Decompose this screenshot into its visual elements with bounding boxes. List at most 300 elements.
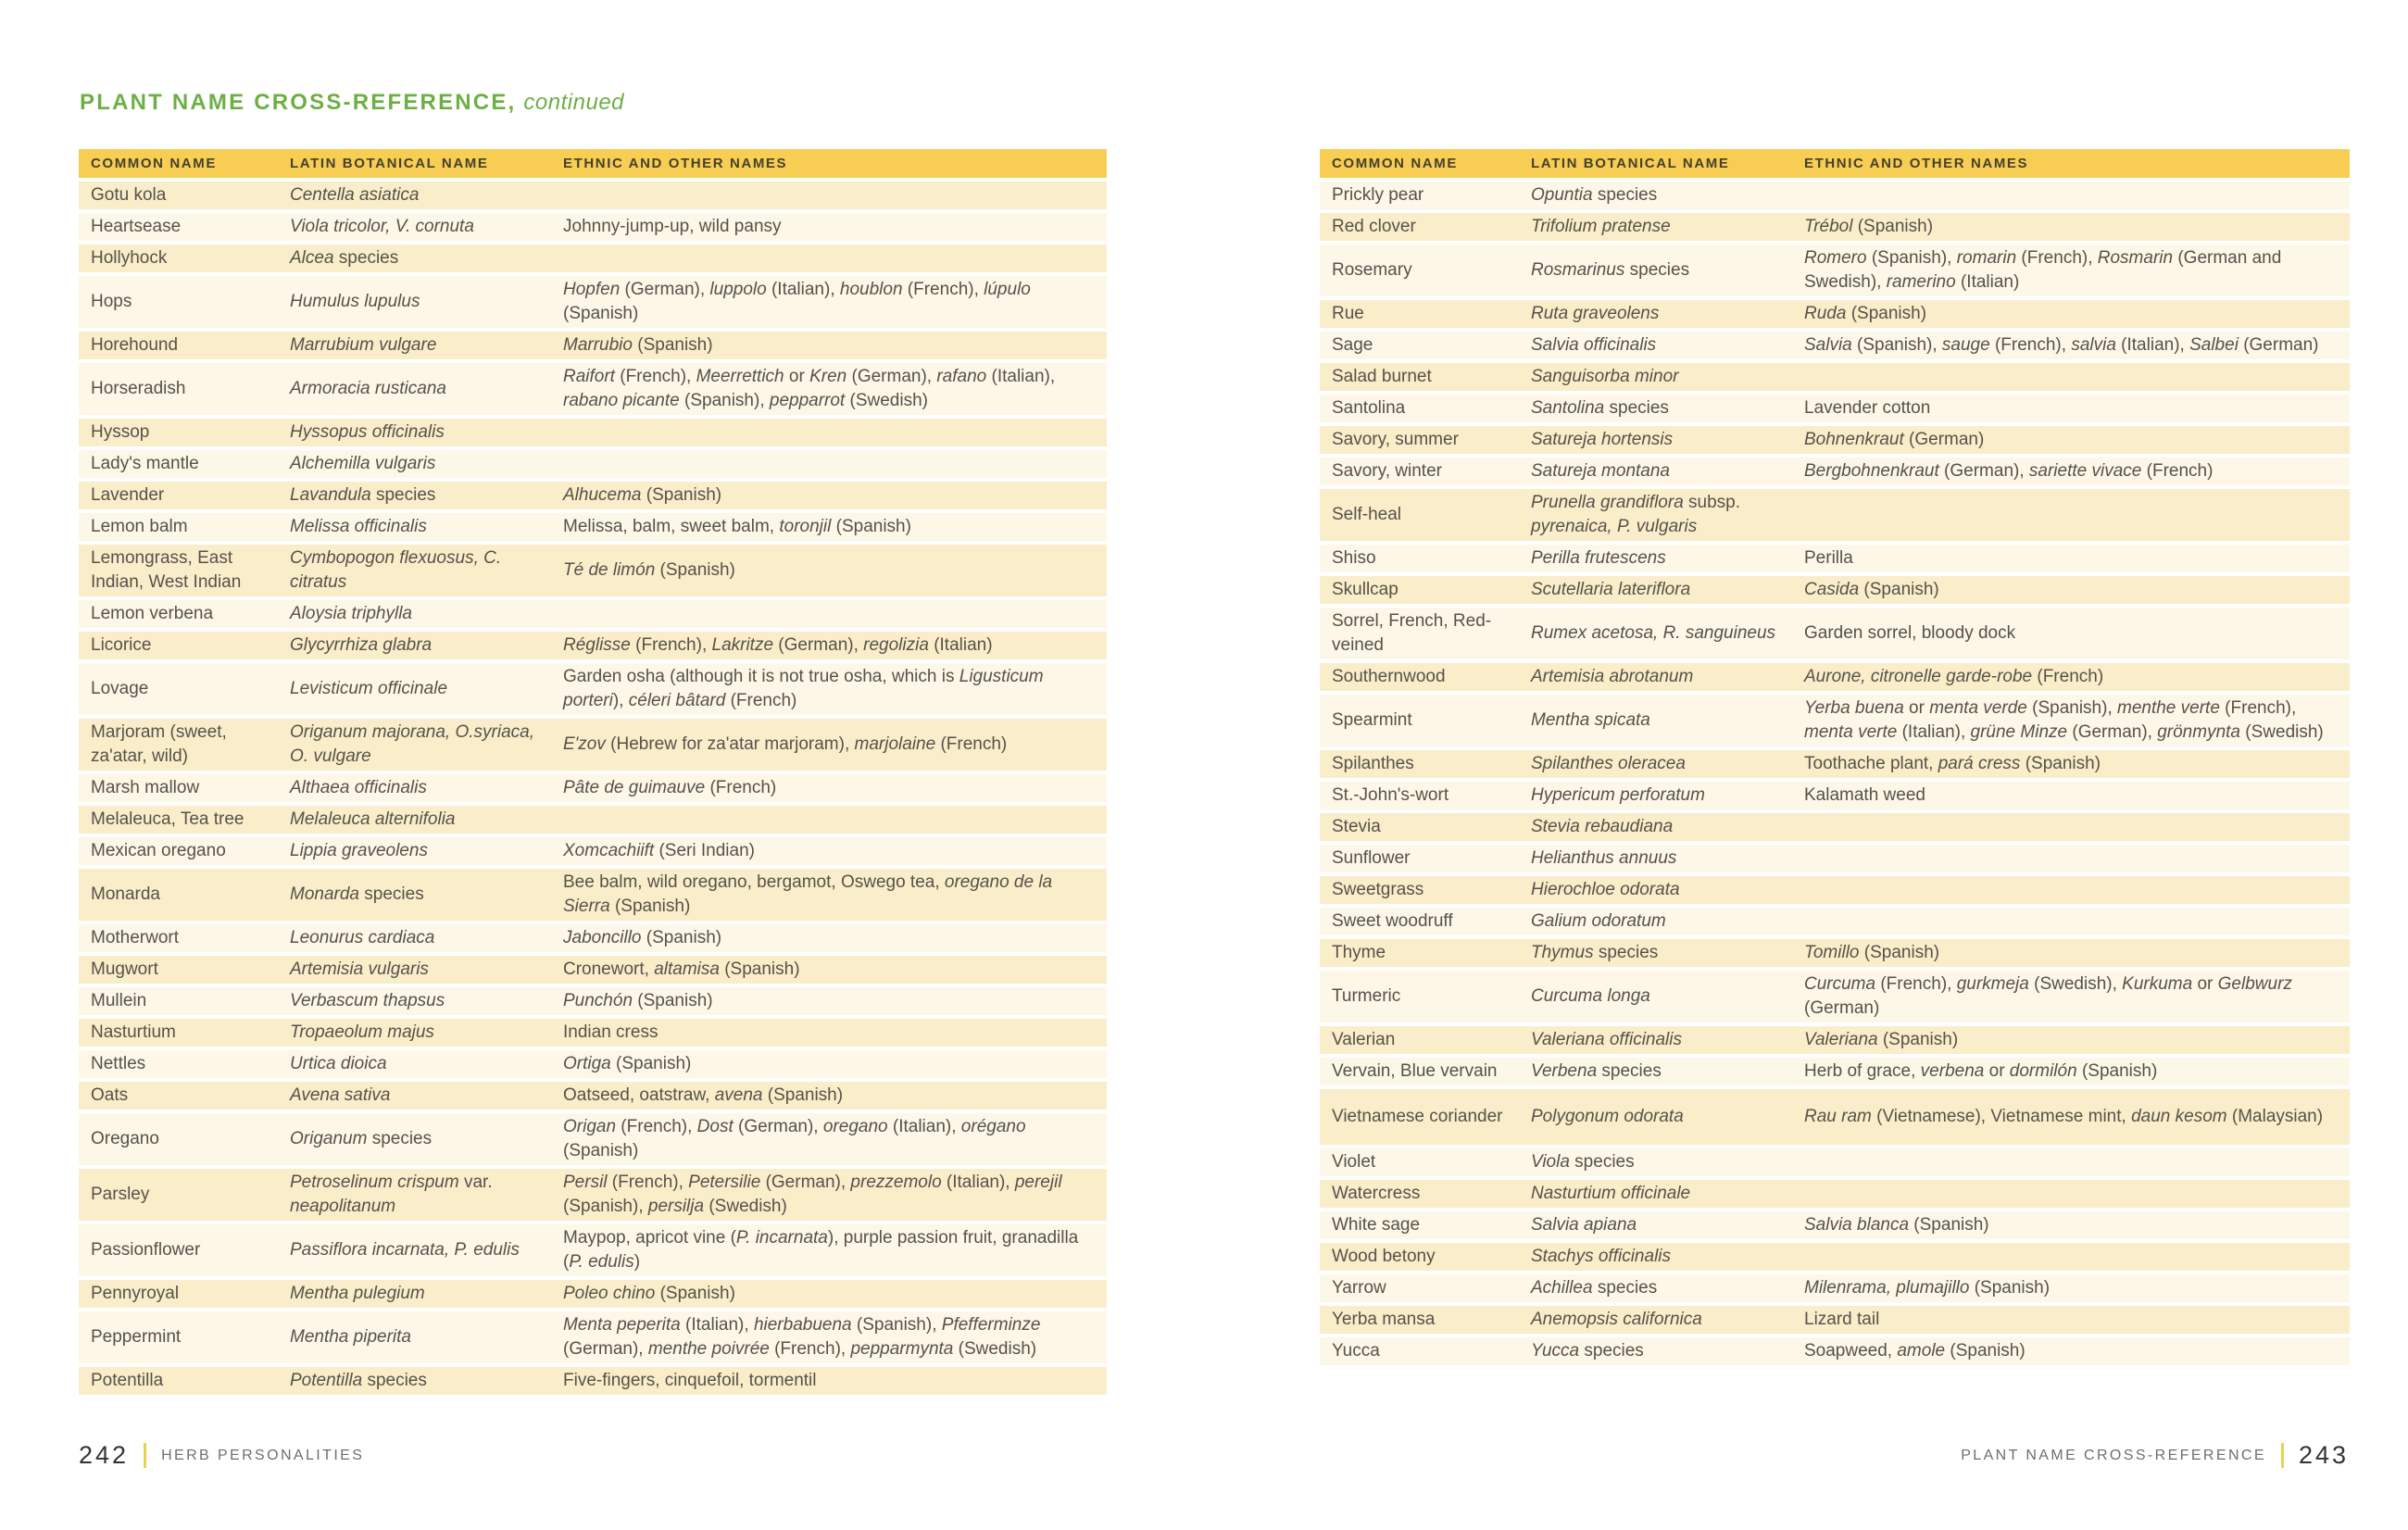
common-name-cell: Self-heal	[1332, 505, 1401, 524]
italic-name-text: Ligusticum porteri	[563, 667, 1044, 710]
common-name-cell: Gotu kola	[91, 185, 167, 205]
italic-name-text: Meerrettich	[696, 367, 784, 386]
italic-name-text: Artemisia vulgaris	[290, 959, 429, 979]
plain-text: (French)	[705, 778, 777, 797]
footer-left	[79, 1441, 364, 1470]
italic-name-text: pyrenaica, P. vulgaris	[1531, 517, 1698, 536]
ethnic-names-cell	[1804, 215, 2350, 239]
italic-name-text: Spilanthes oleracea	[1531, 754, 1686, 773]
ethnic-names-cell	[1804, 333, 2350, 357]
italic-name-text: Opuntia	[1531, 185, 1593, 205]
latin-name-cell	[290, 483, 563, 508]
italic-name-text: Urtica dioica	[290, 1054, 387, 1073]
table-row	[79, 837, 1107, 865]
italic-name-text: Hierochloe odorata	[1531, 880, 1680, 899]
table-row	[79, 806, 1107, 834]
italic-name-text: sariette vivace	[2028, 461, 2142, 481]
column-header: ETHNIC AND OTHER NAMES	[1804, 156, 2029, 171]
latin-name-cell	[1531, 941, 1804, 965]
plain-text: (French)	[935, 734, 1008, 754]
italic-name-text: pepparrot	[769, 391, 846, 410]
italic-name-text: Armoracia rusticana	[290, 379, 446, 398]
italic-name-text: rafano	[936, 367, 987, 386]
italic-name-text: toronjil	[779, 517, 832, 536]
plain-text: Maypop, apricot vine (	[563, 1228, 736, 1248]
common-name-cell: Pennyroyal	[91, 1284, 180, 1303]
common-name-cell: Salad burnet	[1332, 367, 1432, 386]
table-row	[1320, 489, 2350, 541]
plain-text: (Italian),	[2115, 335, 2190, 355]
italic-name-text: Ruda	[1804, 304, 1847, 323]
common-name-cell: Mugwort	[91, 959, 158, 979]
plain-text: (Spanish)	[831, 517, 911, 536]
italic-name-text: Monarda	[290, 884, 359, 904]
common-name-cell: Sage	[1332, 335, 1373, 355]
plant-table-left-page	[79, 149, 1107, 1398]
italic-name-text: E'zov	[563, 734, 606, 754]
ethnic-names-cell	[1804, 1276, 2350, 1300]
table-row	[1320, 1058, 2350, 1085]
plain-text: Lizard tail	[1804, 1310, 1880, 1329]
plain-text: species	[359, 884, 424, 904]
plain-text: species	[1579, 1341, 1644, 1361]
common-name-cell: Yucca	[1332, 1341, 1380, 1361]
plain-text: species	[1624, 260, 1690, 280]
italic-name-text: salvia	[2071, 335, 2116, 355]
common-name-cell: Mullein	[91, 991, 147, 1010]
italic-name-text: Ortiga	[563, 1054, 611, 1073]
italic-name-text: menthe poivrée	[647, 1339, 770, 1359]
italic-name-text: P. incarnata	[735, 1228, 828, 1248]
plain-text: (French),	[2219, 698, 2297, 718]
table-row	[1320, 1337, 2350, 1365]
italic-name-text: Valeriana officinalis	[1531, 1030, 1682, 1049]
table-row	[1320, 300, 2350, 328]
common-name-cell: Oregano	[91, 1129, 159, 1148]
table-row	[1320, 750, 2350, 778]
italic-name-text: Trébol	[1804, 217, 1853, 236]
plain-text: (Swedish)	[953, 1339, 1037, 1359]
table-row	[79, 869, 1107, 921]
ethnic-names-cell	[1804, 246, 2350, 295]
plain-text: (German),	[733, 1117, 823, 1136]
ethnic-names-cell	[1804, 941, 2350, 965]
italic-name-text: Humulus lupulus	[290, 292, 420, 311]
table-row	[79, 419, 1107, 446]
plain-text: (Spanish)	[655, 560, 735, 580]
plain-text: (Spanish)	[1877, 1030, 1959, 1049]
italic-name-text: Xomcachiift	[563, 841, 655, 860]
plain-text: (French)	[2141, 461, 2214, 481]
italic-name-text: Tropaeolum majus	[290, 1022, 434, 1042]
italic-name-text: Pâte de guimauve	[563, 778, 706, 797]
table-row	[1320, 426, 2350, 454]
plain-text: (Italian),	[680, 1315, 754, 1335]
common-name-cell: Turmeric	[1332, 986, 1401, 1006]
plain-text: (Spanish)	[563, 304, 639, 323]
italic-name-text: gurkmeja	[1956, 974, 2029, 994]
plain-text: (Italian),	[941, 1173, 1015, 1192]
latin-name-cell	[1531, 1339, 1804, 1363]
common-name-cell: Monarda	[91, 884, 160, 904]
italic-name-text: Melissa officinalis	[290, 517, 427, 536]
latin-name-cell	[1531, 621, 1804, 646]
table-row	[1320, 213, 2350, 241]
common-name-cell: Licorice	[91, 635, 152, 655]
plain-text: (German),	[620, 280, 710, 299]
latin-name-cell	[290, 721, 563, 769]
plain-text: Bee balm, wild oregano, bergamot, Oswego tea,	[563, 872, 945, 892]
plain-text: Indian cress	[563, 1022, 658, 1042]
italic-name-text: Romero	[1804, 248, 1867, 268]
common-name-cell: Lavender	[91, 485, 165, 505]
plain-text: (Spanish)	[1909, 1215, 1989, 1235]
latin-name-cell	[1531, 258, 1804, 282]
column-header: ETHNIC AND OTHER NAMES	[563, 156, 788, 171]
italic-name-text: Althaea officinalis	[290, 778, 427, 797]
table-row	[1320, 1274, 2350, 1302]
plain-text: (Spanish)	[1945, 1341, 2025, 1361]
latin-name-cell	[290, 183, 563, 207]
italic-name-text: Yerba buena	[1804, 698, 1904, 718]
common-name-cell: Mexican oregano	[91, 841, 226, 860]
italic-name-text: grönmynta	[2157, 722, 2240, 742]
latin-name-cell	[290, 290, 563, 314]
italic-name-text: Dost	[696, 1117, 734, 1136]
plain-text: Kalamath weed	[1804, 785, 1925, 805]
plain-text: or	[1984, 1061, 2010, 1081]
table-header-row	[79, 149, 1107, 178]
latin-name-cell	[1531, 1150, 1804, 1174]
latin-name-cell	[290, 1052, 563, 1076]
common-name-cell: Lemon balm	[91, 517, 188, 536]
latin-name-cell	[1531, 215, 1804, 239]
table-row	[79, 987, 1107, 1015]
plain-text: (German),	[760, 1173, 851, 1192]
common-name-cell: Rue	[1332, 304, 1364, 323]
table-row	[79, 1082, 1107, 1110]
plain-text: (German and Swedish),	[1804, 248, 2282, 292]
plain-text: (Vietnamese), Vietnamese mint,	[1871, 1107, 2132, 1126]
italic-name-text: sauge	[1941, 335, 1990, 355]
table-row	[79, 600, 1107, 628]
ethnic-names-cell	[563, 989, 1107, 1013]
plain-text: Melissa, balm, sweet balm,	[563, 517, 780, 536]
italic-name-text: Petroselinum crispum	[290, 1173, 459, 1192]
italic-name-text: Scutellaria lateriflora	[1531, 580, 1691, 599]
latin-name-cell	[1531, 909, 1804, 934]
column-header: COMMON NAME	[1332, 156, 1458, 171]
plain-text: species	[1569, 1152, 1635, 1172]
plain-text: (Hebrew for za'atar marjoram),	[605, 734, 855, 754]
italic-name-text: Hopfen	[563, 280, 621, 299]
italic-name-text: Poleo chino	[563, 1284, 656, 1303]
latin-name-cell	[1531, 1276, 1804, 1300]
ethnic-names-cell	[563, 1369, 1107, 1393]
plain-text: Cronewort,	[563, 959, 655, 979]
italic-name-text: Casida	[1804, 580, 1860, 599]
latin-name-cell	[1531, 1028, 1804, 1052]
italic-name-text: Hypericum perforatum	[1531, 785, 1705, 805]
italic-name-text: Réglisse	[563, 635, 631, 655]
plain-text: (Spanish)	[1846, 304, 1927, 323]
table-row	[79, 545, 1107, 596]
ethnic-names-cell	[563, 1052, 1107, 1076]
table-row	[1320, 939, 2350, 967]
latin-name-cell	[290, 1369, 563, 1393]
table-row	[79, 1050, 1107, 1078]
plain-text: species	[1604, 398, 1669, 418]
latin-name-cell	[290, 546, 563, 595]
plain-text: (Spanish)	[2076, 1061, 2158, 1081]
common-name-cell: Heartsease	[91, 217, 182, 236]
plain-text: Garden sorrel, bloody dock	[1804, 623, 2016, 643]
latin-name-cell	[290, 602, 563, 626]
latin-name-cell	[290, 839, 563, 863]
italic-name-text: Leonurus cardiaca	[290, 928, 435, 947]
plain-text: (German),	[563, 1339, 648, 1359]
plain-text: (Spanish)	[610, 1054, 692, 1073]
common-name-cell: Horehound	[91, 335, 179, 355]
common-name-cell: Watercress	[1332, 1184, 1421, 1203]
ethnic-names-cell	[1804, 1028, 2350, 1052]
table-row	[1320, 1180, 2350, 1208]
italic-name-text: Raifort	[563, 367, 615, 386]
italic-name-text: Mentha piperita	[290, 1327, 411, 1347]
table-row	[1320, 545, 2350, 572]
common-name-cell: Prickly pear	[1332, 185, 1424, 205]
table-row	[79, 245, 1107, 272]
plain-text: (Italian),	[1897, 722, 1971, 742]
plain-text: (French),	[1989, 335, 2072, 355]
italic-name-text: Thymus	[1531, 943, 1594, 962]
common-name-cell: Savory, summer	[1332, 430, 1459, 449]
italic-name-text: Aurone, citronelle garde-robe	[1804, 667, 2033, 686]
italic-name-text: Bergbohnenkraut	[1804, 461, 1939, 481]
plain-text: (Spanish)	[1859, 580, 1939, 599]
common-name-cell: Shiso	[1332, 548, 1376, 568]
italic-name-text: hierbabuena	[753, 1315, 852, 1335]
plain-text: (Spanish)	[1859, 943, 1940, 962]
italic-name-text: Jaboncillo	[563, 928, 642, 947]
italic-name-text: Prunella grandiflora	[1531, 493, 1684, 512]
table-row	[1320, 458, 2350, 485]
italic-name-text: Salvia	[1804, 335, 1852, 355]
common-name-cell: Sunflower	[1332, 848, 1411, 868]
table-row	[79, 276, 1107, 328]
table-row	[79, 663, 1107, 715]
latin-name-cell	[1531, 784, 1804, 808]
italic-name-text: Satureja hortensis	[1531, 430, 1674, 449]
plain-text: (French),	[614, 367, 696, 386]
latin-name-cell	[290, 1238, 563, 1262]
italic-name-text: Gelbwurz	[2217, 974, 2292, 994]
table-row	[1320, 1243, 2350, 1271]
italic-name-text: Potentilla	[290, 1371, 363, 1390]
plain-text: (French)	[2032, 667, 2104, 686]
italic-name-text: Verbascum thapsus	[290, 991, 445, 1010]
italic-name-text: menta verte	[1804, 722, 1898, 742]
latin-name-cell	[290, 420, 563, 445]
table-row	[79, 1280, 1107, 1308]
plain-text: (Spanish)	[719, 959, 800, 979]
common-name-cell: Vervain, Blue vervain	[1332, 1061, 1498, 1081]
italic-name-text: Alcea	[290, 248, 334, 268]
common-name-cell: Lemongrass, East Indian, West Indian	[91, 548, 242, 592]
table-row	[1320, 182, 2350, 209]
latin-name-cell	[1531, 665, 1804, 689]
plain-text: species	[370, 485, 436, 505]
italic-name-text: oregano	[822, 1117, 888, 1136]
common-name-cell: Valerian	[1332, 1030, 1396, 1049]
italic-name-text: Lakritze	[711, 635, 774, 655]
footer-label-right: PLANT NAME CROSS-REFERENCE	[1961, 1447, 2266, 1463]
ethnic-names-cell	[563, 365, 1107, 413]
italic-name-text: oregano de la Sierra	[563, 872, 1053, 916]
ethnic-names-cell	[1804, 396, 2350, 420]
plain-text: (German),	[2067, 722, 2158, 742]
latin-name-cell	[1531, 752, 1804, 776]
table-row	[79, 513, 1107, 541]
plain-text: species	[333, 248, 399, 268]
plain-text: (Italian),	[887, 1117, 961, 1136]
common-name-cell: Lady's mantle	[91, 454, 199, 473]
common-name-cell: Potentilla	[91, 1371, 164, 1390]
plain-text: (German)	[2238, 335, 2319, 355]
column-header: LATIN BOTANICAL NAME	[1531, 156, 1730, 171]
common-name-cell: Passionflower	[91, 1240, 201, 1260]
plain-text: Soapweed,	[1804, 1341, 1898, 1361]
plain-text: ),	[612, 691, 629, 710]
ethnic-names-cell	[1804, 621, 2350, 646]
ethnic-names-cell	[1804, 752, 2350, 776]
plain-text: (Spanish)	[762, 1085, 844, 1105]
ethnic-names-cell	[1804, 459, 2350, 483]
italic-name-text: regolizia	[863, 635, 929, 655]
latin-name-cell	[1531, 1060, 1804, 1084]
plain-text: or	[784, 367, 810, 386]
italic-name-text: Mentha pulegium	[290, 1284, 425, 1303]
common-name-cell: Stevia	[1332, 817, 1381, 836]
ethnic-names-cell	[1804, 1213, 2350, 1237]
common-name-cell: Lovage	[91, 679, 149, 698]
plain-text: Lavender cotton	[1804, 398, 1931, 418]
italic-name-text: pepparmynta	[850, 1339, 954, 1359]
italic-name-text: Polygonum odorata	[1531, 1107, 1684, 1126]
italic-name-text: Avena sativa	[290, 1085, 391, 1105]
italic-name-text: amole	[1897, 1341, 1946, 1361]
italic-name-text: Marrubium vulgare	[290, 335, 437, 355]
plain-text: (Spanish),	[563, 1197, 648, 1216]
plain-text: (Spanish)	[1969, 1278, 2051, 1298]
page-title-continued: continued	[523, 90, 625, 115]
ethnic-names-cell	[1804, 1308, 2350, 1332]
table-row	[1320, 813, 2350, 841]
ethnic-names-cell	[563, 1226, 1107, 1274]
table-row	[1320, 576, 2350, 604]
table-row	[1320, 1148, 2350, 1176]
italic-name-text: Viola tricolor, V. cornuta	[290, 217, 474, 236]
italic-name-text: Melaleuca alternifolia	[290, 809, 456, 829]
italic-name-text: Valeriana	[1804, 1030, 1878, 1049]
latin-name-cell	[290, 1127, 563, 1151]
latin-name-cell	[290, 989, 563, 1013]
ethnic-names-cell	[1804, 972, 2350, 1021]
italic-name-text: Perilla frutescens	[1531, 548, 1666, 568]
common-name-cell: Skullcap	[1332, 580, 1398, 599]
italic-name-text: Nasturtium officinale	[1531, 1184, 1691, 1203]
common-name-cell: Violet	[1332, 1152, 1376, 1172]
latin-name-cell	[290, 452, 563, 476]
plain-text: species	[1592, 1278, 1658, 1298]
ethnic-names-cell	[1804, 1060, 2350, 1084]
plain-text: (French),	[607, 1173, 689, 1192]
latin-name-cell	[290, 677, 563, 701]
ethnic-names-cell	[563, 665, 1107, 713]
plain-text: (Italian),	[766, 280, 840, 299]
italic-name-text: Origan	[563, 1117, 617, 1136]
italic-name-text: Marrubio	[563, 335, 633, 355]
latin-name-cell	[1531, 984, 1804, 1009]
plain-text: (Spanish)	[641, 485, 722, 505]
ethnic-names-cell	[563, 1115, 1107, 1163]
footer-right	[1961, 1441, 2349, 1470]
common-name-cell: Rosemary	[1332, 260, 1412, 280]
plain-text: (Malaysian)	[2226, 1107, 2324, 1126]
column-header: COMMON NAME	[91, 156, 217, 171]
plain-text: Five-fingers, cinquefoil, tormentil	[563, 1371, 817, 1390]
common-name-cell: White sage	[1332, 1215, 1421, 1235]
latin-name-cell	[290, 926, 563, 950]
ethnic-names-cell	[563, 558, 1107, 583]
ethnic-names-cell	[1804, 578, 2350, 602]
plain-text: )	[633, 1252, 641, 1272]
italic-name-text: P. edulis	[569, 1252, 634, 1272]
common-name-cell: Melaleuca, Tea tree	[91, 809, 245, 829]
table-row	[79, 332, 1107, 359]
table-row	[1320, 395, 2350, 422]
page-title-main: PLANT NAME CROSS-REFERENCE,	[80, 90, 517, 115]
ethnic-names-cell	[1804, 1105, 2350, 1129]
italic-name-text: Centella asiatica	[290, 185, 420, 205]
latin-name-cell	[1531, 396, 1804, 420]
plain-text: (Spanish)	[633, 991, 713, 1010]
latin-name-cell	[1531, 1245, 1804, 1269]
plain-text: (Italian)	[928, 635, 993, 655]
plain-text: Garden osha (although it is not true osha, which is	[563, 667, 959, 686]
plain-text: subsp.	[1683, 493, 1741, 512]
common-name-cell: Marjoram (sweet, za'atar, wild)	[91, 722, 227, 766]
common-name-cell: Parsley	[91, 1185, 150, 1204]
ethnic-names-cell	[563, 871, 1107, 919]
latin-name-cell	[1531, 1182, 1804, 1206]
table-row	[1320, 782, 2350, 809]
italic-name-text: Origanum	[290, 1129, 368, 1148]
latin-name-cell	[1531, 1213, 1804, 1237]
ethnic-names-cell	[563, 958, 1107, 982]
italic-name-text: Sanguisorba minor	[1531, 367, 1679, 386]
italic-name-text: Té de limón	[563, 560, 656, 580]
common-name-cell: Southernwood	[1332, 667, 1446, 686]
italic-name-text: Verbena	[1531, 1061, 1598, 1081]
common-name-cell: Nettles	[91, 1054, 146, 1073]
common-name-cell: Lemon verbena	[91, 604, 214, 623]
italic-name-text: marjolaine	[854, 734, 936, 754]
italic-name-text: Salvia blanca	[1804, 1215, 1910, 1235]
plain-text: (Swedish)	[2240, 722, 2324, 742]
latin-name-cell	[1531, 546, 1804, 571]
table-row	[79, 450, 1107, 478]
